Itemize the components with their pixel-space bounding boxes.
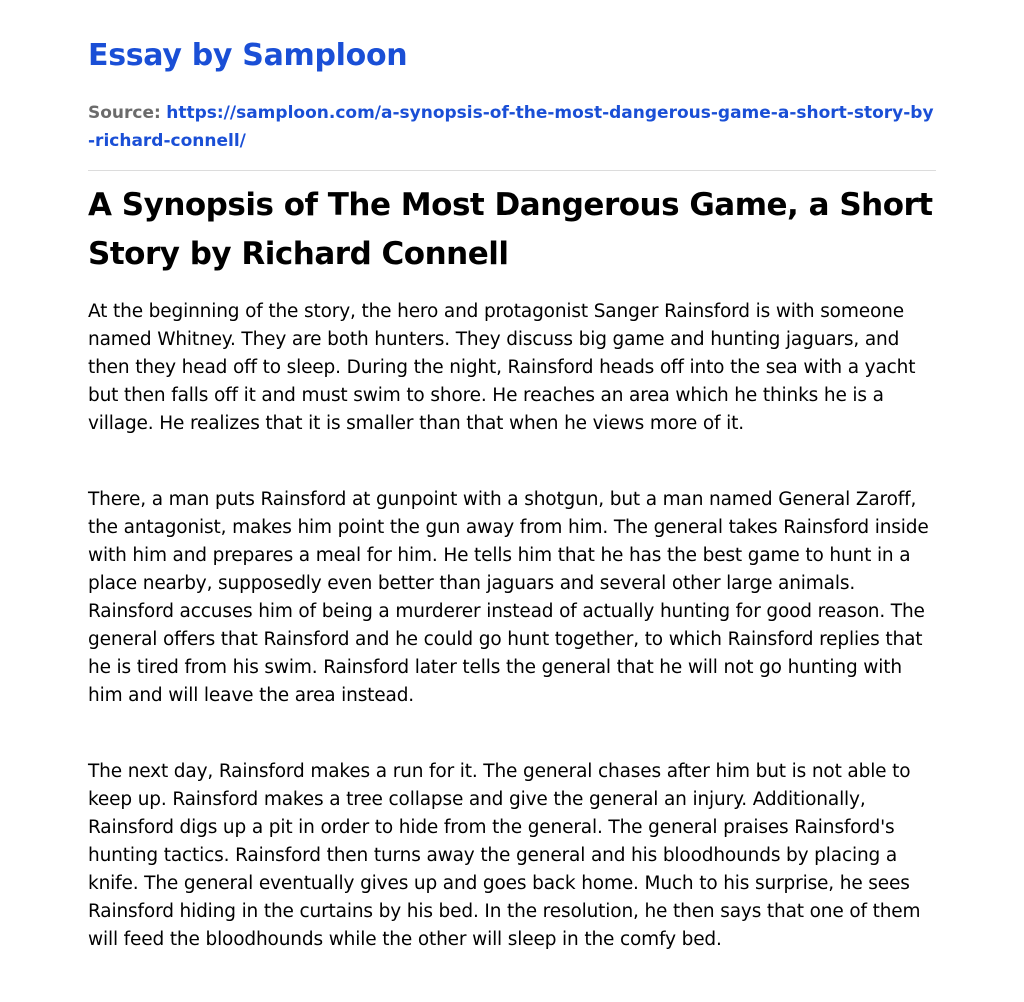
essay-paragraph: There, a man puts Rainsford at gunpoint with a shotgun, but a man named General Zaroff, the antagonist, makes him point the gun away from him. The general takes Rainsford inside with him and prepares a meal for him. He tells him that he has the best game to hunt in a place nearby, supposedly even better than jaguars and several other large animals. Rainsford accuses him of being a murderer instead of actually hunting for good reason. The general offers that Rainsford and he could go hunt together, to which Rainsford replies that he is tired from his swim. Rainsford later tells the general that he will not go hunting with him and will leave the area instead. [88,489,929,706]
source-label: Source: [88,103,161,123]
essay-title: A Synopsis of The Most Dangerous Game, a Short Story by Richard Connell [88,187,933,272]
source-link[interactable]: https://samploon.com/a-synopsis-of-the-most-dangerous-game-a-short-story-by-richard-connell/ [88,103,934,151]
source-line [88,99,936,155]
divider [88,170,936,171]
site-brand[interactable]: Essay by Samploon [88,38,408,73]
essay-paragraph: The next day, Rainsford makes a run for it. The general chases after him but is not able to keep up. Rainsford makes a tree collapse and give the general an injury. Additionally, Rainsford digs up a pit in order to hide from the general. The general praises Rainsford's hunting tactics. Rainsford then turns away the general and his bloodhounds by placing a knife. The general eventually gives up and goes back home. Much to his surprise, he sees Rainsford hiding in the curtains by his bed. In the resolution, he then says that one of them will feed the bloodhounds while the other will sleep in the comfy bed. [88,761,921,950]
essay-paragraph: At the beginning of the story, the hero and protagonist Sanger Rainsford is with someone named Whitney. They are both hunters. They discuss big game and hunting jaguars, and then they head off to sleep. During the night, Rainsford heads off into the sea with a yacht but then falls off it and must swim to shore. He reaches an area which he thinks he is a village. He realizes that it is smaller than that when he views more of it. [88,301,916,434]
